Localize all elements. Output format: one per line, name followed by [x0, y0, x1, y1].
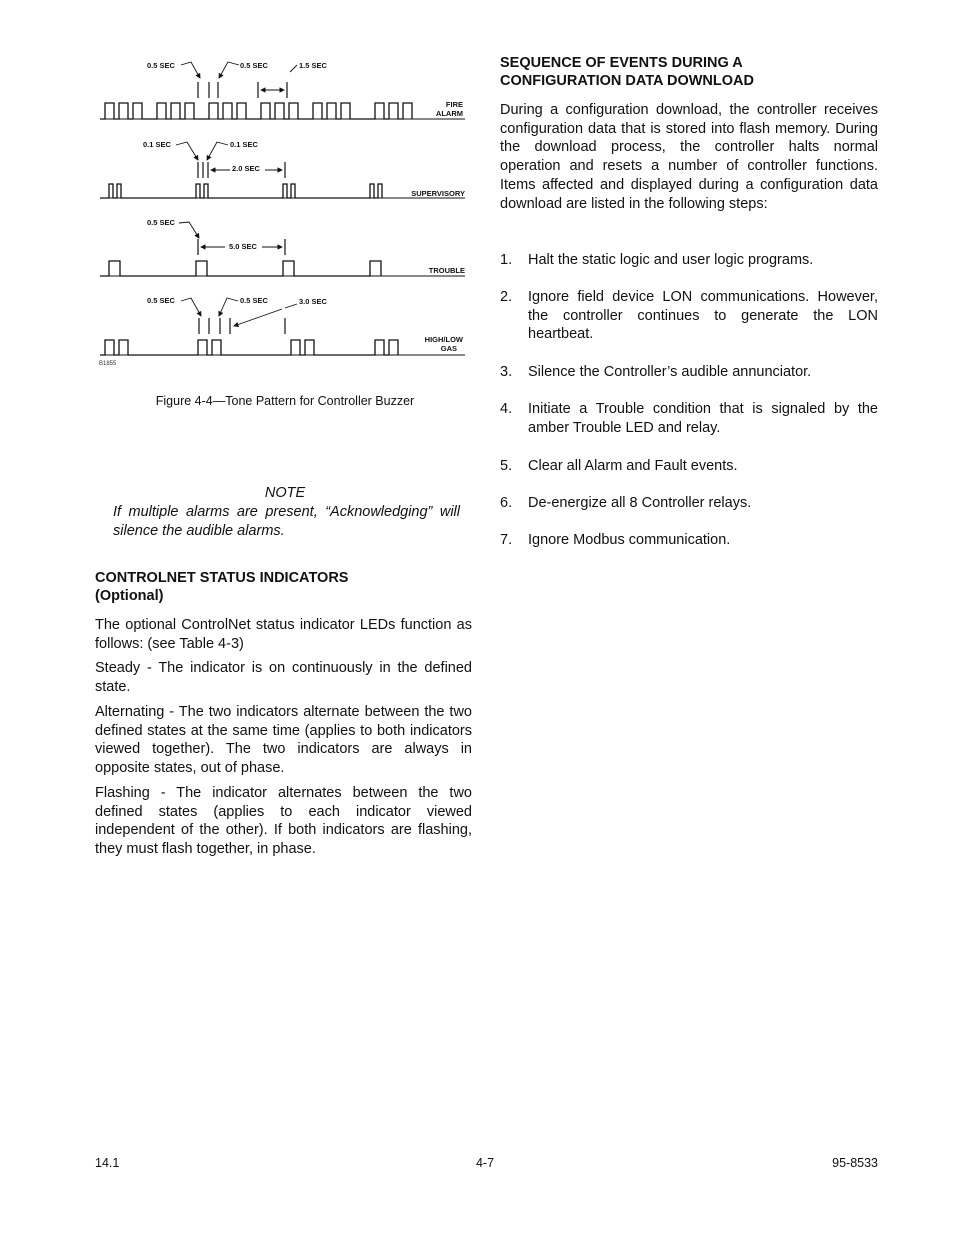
gas-annot-1: 0.5 SEC [147, 296, 175, 305]
trouble-annot-1: 0.5 SEC [147, 218, 175, 227]
step-number: 6. [500, 495, 513, 511]
controlnet-paragraph-flashing: Flashing - The indicator alternates between the two defined states (applies to each indicator viewed independent of the other). If both indicators are flashing, they must flash together, in phase. [95, 785, 472, 858]
fire-label-1: FIRE [445, 100, 463, 109]
note-body: If multiple alarms are present, “Acknowledging” will silence the audible alarms. [113, 504, 460, 539]
gas-annot-3: 3.0 SEC [299, 297, 327, 306]
trouble-annot-2: 5.0 SEC [229, 242, 257, 251]
step-text: Ignore Modbus communication. [528, 532, 731, 548]
note-title: NOTE [264, 485, 306, 501]
step-number: 5. [500, 458, 513, 474]
tone-pattern-diagram [95, 50, 475, 380]
fire-alarm-row [100, 61, 465, 119]
trouble-label: TROUBLE [428, 266, 465, 275]
figure-caption: Figure 4-4—Tone Pattern for Controller Buzzer [155, 394, 415, 408]
step-text: Silence the Controller’s audible annunciator. [528, 364, 812, 380]
step-number: 2. [500, 289, 513, 305]
sup-annot-2: 0.1 SEC [230, 140, 258, 149]
figure-code: B1855 [99, 361, 117, 367]
step-text: Ignore field device LON communications. However, the controller continues to generate the LON heartbeat. [528, 289, 878, 343]
sequence-heading [500, 54, 878, 90]
sequence-heading-line1: SEQUENCE OF EVENTS DURING A [500, 55, 743, 71]
sequence-heading-line2: CONFIGURATION DATA DOWNLOAD [500, 73, 754, 89]
step-text: Initiate a Trouble condition that is signaled by the amber Trouble LED and relay. [528, 401, 878, 436]
gas-annot-2: 0.5 SEC [240, 296, 268, 305]
high-low-gas-row [100, 296, 465, 355]
supervisory-row [100, 140, 465, 198]
sequence-intro: During a configuration download, the controller receives configuration data that is stored into flash memory. During the download process, the controller halts normal operation and resets a number of controller functions. Items affected and displayed during a configuration data download are listed in the following steps: [500, 102, 878, 212]
controlnet-paragraph-steady: Steady - The indicator is on continuously in the defined state. [95, 660, 472, 695]
gas-label-2: GAS [440, 344, 457, 353]
footer-document-number: 95-8533 [832, 1156, 878, 1170]
fire-label-2: ALARM [435, 109, 463, 118]
sup-annot-3: 2.0 SEC [232, 164, 260, 173]
controlnet-paragraph-alternating: Alternating - The two indicators alternate between the two defined states at the same time (applies to both indicators viewed together). The two indicators are always in opposite states, out of phase. [95, 704, 472, 777]
controlnet-heading-line2: (Optional) [95, 588, 164, 604]
step-number: 3. [500, 364, 513, 380]
tone-pattern-figure [95, 50, 475, 380]
fire-annot-2: 0.5 SEC [240, 61, 268, 70]
fire-annot-3: 1.5 SEC [299, 61, 327, 70]
fire-annot-1: 0.5 SEC [147, 61, 175, 70]
sup-annot-1: 0.1 SEC [143, 140, 171, 149]
footer-page-number: 4-7 [475, 1156, 495, 1170]
step-text: Clear all Alarm and Fault events. [528, 458, 738, 474]
step-text: Halt the static logic and user logic programs. [528, 252, 814, 268]
step-number: 7. [500, 532, 513, 548]
controlnet-paragraph-intro: The optional ControlNet status indicator LEDs function as follows: (see Table 4-3) [95, 617, 472, 652]
sup-label: SUPERVISORY [411, 189, 465, 198]
step-number: 4. [500, 401, 513, 417]
step-number: 1. [500, 252, 513, 268]
footer-revision: 14.1 [95, 1156, 120, 1170]
gas-label-1: HIGH/LOW [424, 335, 463, 344]
step-text: De-energize all 8 Controller relays. [528, 495, 752, 511]
controlnet-heading-line1: CONTROLNET STATUS INDICATORS [95, 570, 349, 586]
controlnet-heading [95, 569, 475, 605]
trouble-row [100, 218, 465, 276]
